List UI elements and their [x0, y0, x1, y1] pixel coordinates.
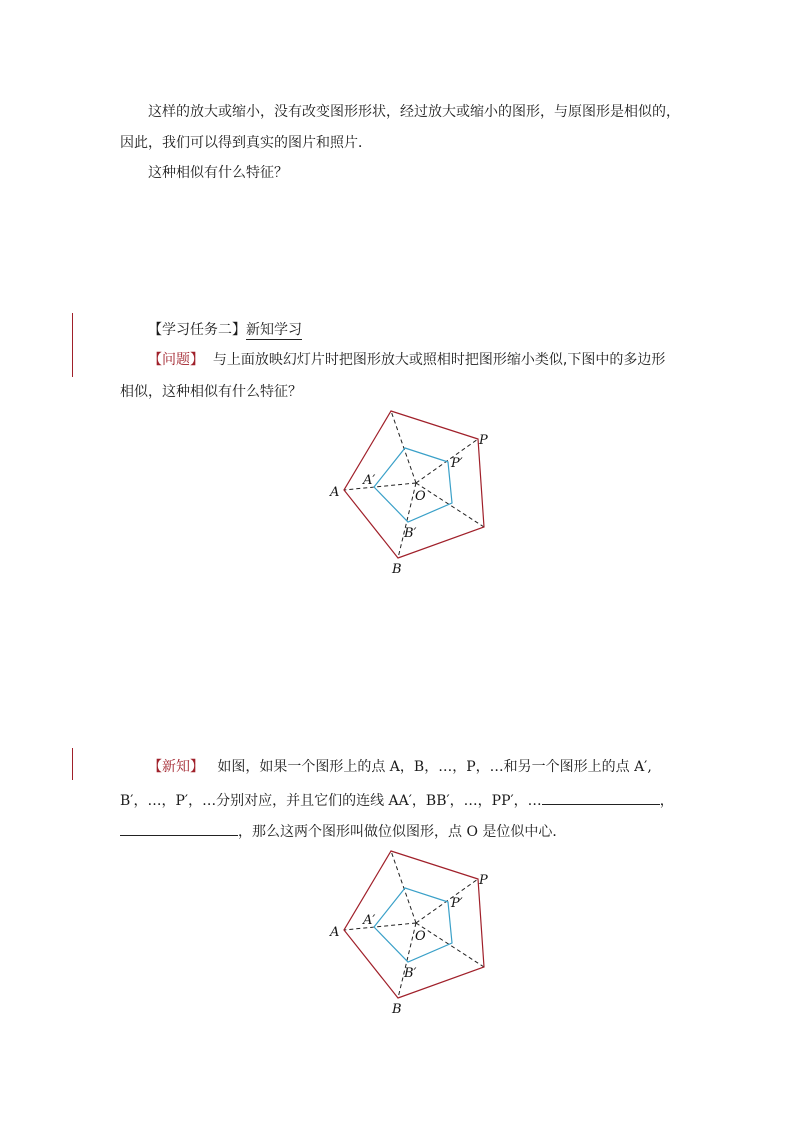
newknow-text-1: 如图，如果一个图形上的点 A，B，…，P，…和另一个图形上的点 A′,	[217, 759, 652, 775]
intro-line-3: 这种相似有什么特征？	[148, 165, 288, 181]
newknow-text-2: B′，…，P′，…分别对应，并且它们的连线 AA′，BB′，…，PP′，…	[120, 793, 542, 809]
label-A: A	[330, 485, 340, 500]
newknow-text-3: ，那么这两个图形叫做位似图形，点 O 是位似中心．	[238, 824, 567, 840]
ray-O-right	[416, 923, 484, 967]
newknow-line-1	[148, 757, 652, 777]
label-P: P	[479, 433, 488, 448]
ray-O-right	[416, 483, 484, 527]
label-B-prime: B′	[404, 966, 417, 981]
answer-blank-1[interactable]	[542, 789, 660, 805]
section-margin-bar-1	[72, 313, 73, 377]
ray-OP	[416, 879, 478, 923]
label-P-prime: P′	[451, 456, 463, 471]
ray-O-top	[391, 411, 416, 483]
label-P: P	[479, 873, 488, 888]
label-O: O	[415, 929, 426, 944]
inner-pentagon	[374, 888, 452, 962]
section-margin-bar-2	[72, 748, 73, 780]
answer-blank-2[interactable]	[120, 820, 238, 836]
newknow-line-2	[120, 789, 674, 811]
label-A-prime: A′	[363, 913, 376, 928]
question-line-2: 相似，这种相似有什么特征？	[120, 384, 302, 400]
intro-line-1: 这样的放大或缩小，没有改变图形形状，经过放大或缩小的图形，与原图形是相似的，	[148, 104, 680, 120]
ray-OP	[416, 439, 478, 483]
newknow-comma: ，	[659, 793, 674, 809]
label-A: A	[330, 925, 340, 940]
ray-OA	[344, 923, 416, 930]
question-label: 【问题】	[148, 352, 204, 368]
label-P-prime: P′	[451, 896, 463, 911]
question-text-1: 与上面放映幻灯片时把图形放大或照相时把图形缩小类似,下图中的多边形	[212, 352, 666, 368]
task-bracket-title: 【学习任务二】	[148, 322, 246, 338]
ray-O-top	[391, 851, 416, 923]
ray-OA	[344, 483, 416, 490]
newknow-label: 【新知】	[148, 759, 204, 775]
inner-pentagon	[374, 448, 452, 522]
homothety-figure-2	[318, 850, 518, 1020]
label-B: B	[392, 1002, 402, 1017]
label-A-prime: A′	[363, 473, 376, 488]
label-O: O	[415, 489, 426, 504]
intro-line-2: 因此，我们可以得到真实的图片和照片．	[120, 135, 372, 151]
homothety-figure-1	[318, 410, 518, 580]
newknow-line-3	[120, 820, 566, 842]
label-B: B	[392, 562, 402, 577]
task-subtitle: 新知学习	[246, 322, 302, 338]
task-heading	[148, 320, 302, 340]
label-B-prime: B′	[404, 526, 417, 541]
question-line-1	[148, 350, 665, 370]
